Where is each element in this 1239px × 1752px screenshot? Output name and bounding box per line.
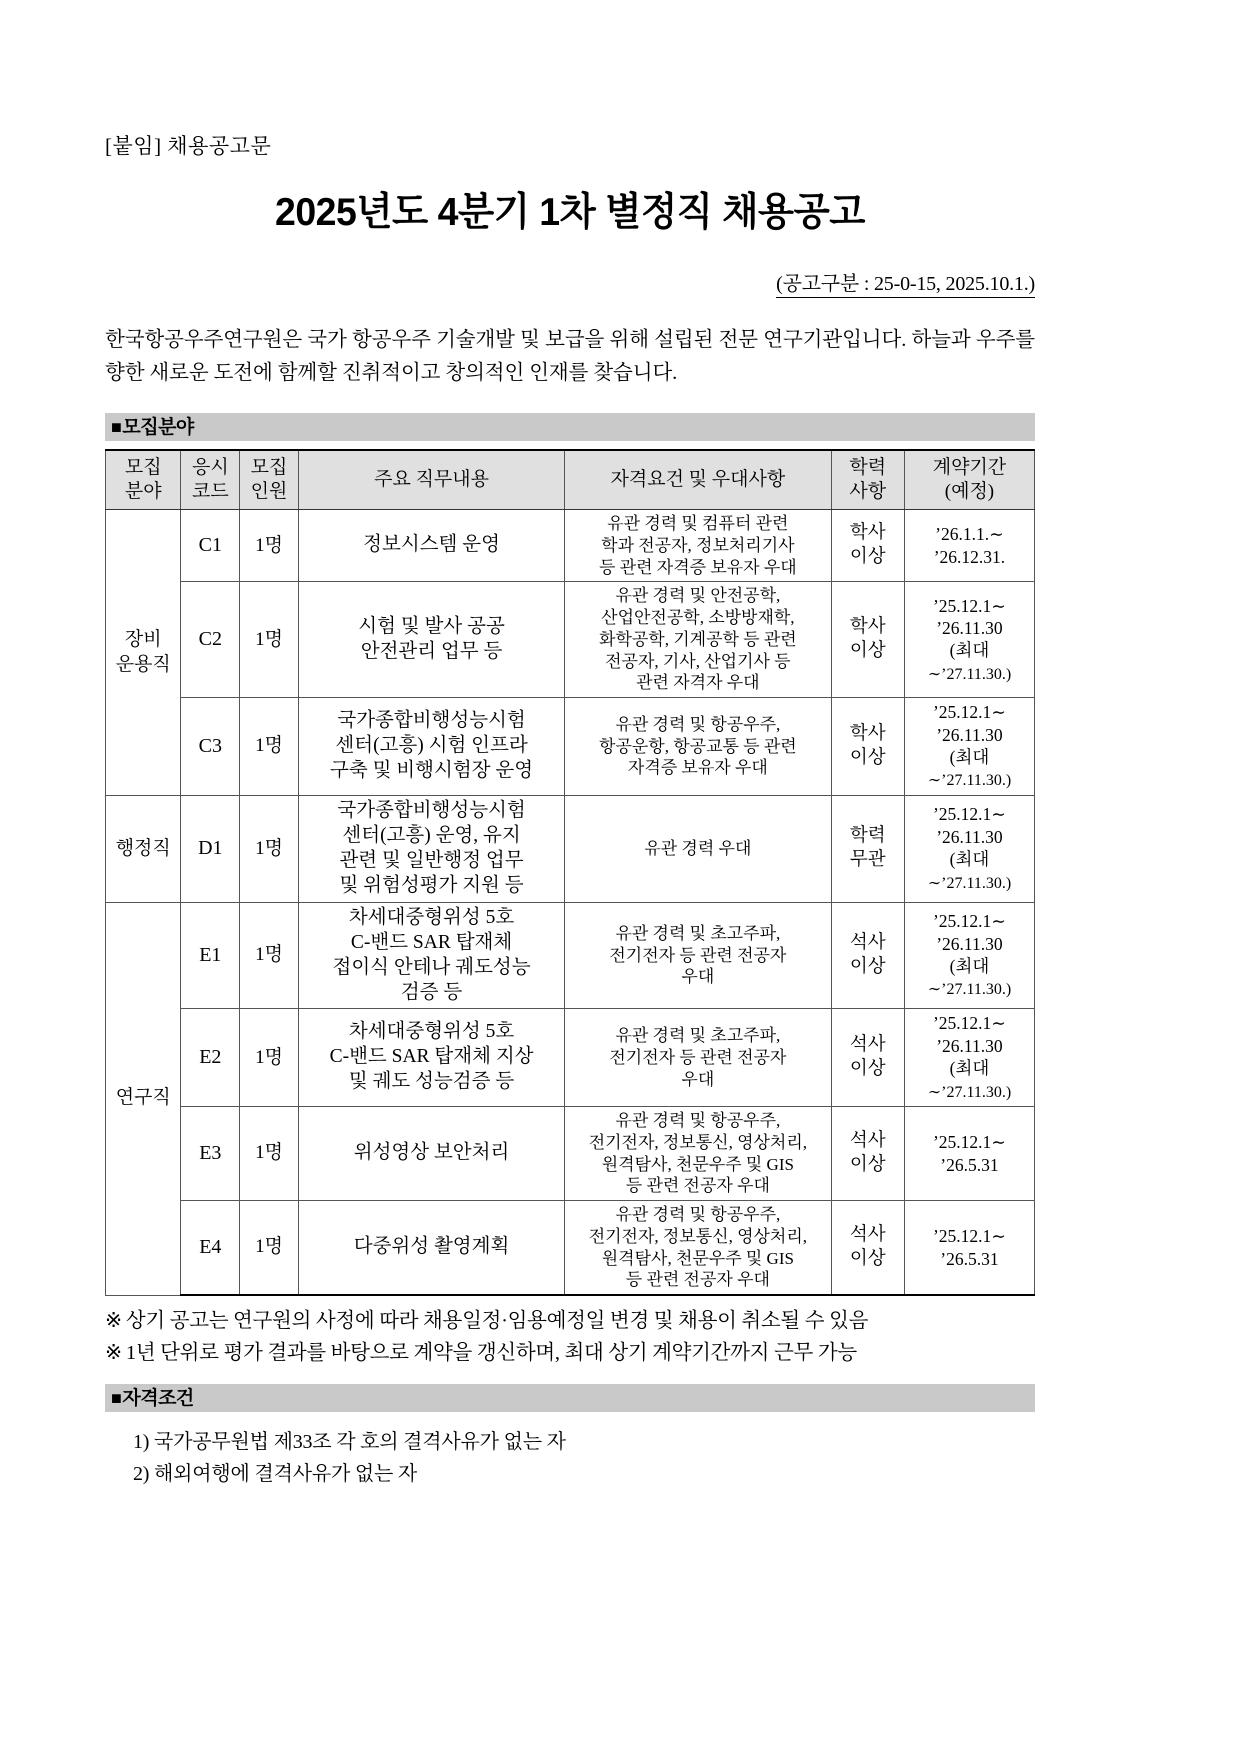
cell-qualification: 유관 경력 우대 — [565, 795, 831, 902]
cell-application-code: D1 — [181, 795, 240, 902]
column-header-code-line2: 코드 — [191, 480, 229, 502]
column-header-term-line2: (예정) — [944, 480, 995, 502]
table-row — [106, 1107, 1035, 1201]
column-header-term — [904, 450, 1034, 510]
column-header-duty: 주요 직무내용 — [298, 450, 564, 510]
cell-education: 석사 이상 — [831, 1107, 904, 1201]
note-text: 1년 단위로 평가 결과를 바탕으로 계약을 갱신하며, 최대 상기 계약기간까지 근무 가능 — [125, 1341, 857, 1364]
column-header-code-line1: 응시 — [191, 456, 229, 478]
cell-contract-term: ’25.12.1∼ ’26.11.30 (최대 ∼’27.11.30.) — [904, 795, 1034, 902]
column-header-term-line1: 계약기간 — [932, 456, 1007, 478]
cell-qualification: 유관 경력 및 안전공학, 산업안전공학, 소방방재학, 화학공학, 기계공학 등 관련 전공자, 기사, 산업기사 등 관련 자격자 우대 — [565, 582, 831, 698]
square-bullet-icon: ■ — [111, 416, 122, 437]
note-text: 상기 공고는 연구원의 사정에 따라 채용일정·임용예정일 변경 및 채용이 취소될 수 있음 — [125, 1310, 869, 1333]
table-row — [106, 1009, 1035, 1107]
cell-application-code: E3 — [181, 1107, 240, 1201]
column-header-field-line1: 모집 — [124, 456, 162, 478]
cell-education: 석사 이상 — [831, 1201, 904, 1296]
section-heading-recruit-fields-label: 모집분야 — [122, 416, 194, 438]
cell-field-group: 행정직 — [106, 795, 181, 902]
page-title: 2025년도 4분기 1차 별정직 채용공고 — [274, 191, 865, 235]
column-header-field — [106, 450, 181, 510]
column-header-count-line2: 인원 — [250, 480, 288, 502]
cell-qualification: 유관 경력 및 항공우주, 전기전자, 정보통신, 영상처리, 원격탐사, 천문우주 및 GIS 등 관련 전공자 우대 — [565, 1107, 831, 1201]
section-heading-recruit-fields — [105, 413, 1035, 441]
cell-duty: 차세대중형위성 5호 C-밴드 SAR 탑재체 지상 및 궤도 성능검증 등 — [298, 1009, 564, 1107]
cell-headcount: 1명 — [240, 1201, 299, 1296]
cell-headcount: 1명 — [240, 902, 299, 1009]
cell-contract-term: ’25.12.1∼ ’26.11.30 (최대 ∼’27.11.30.) — [904, 902, 1034, 1009]
cell-duty: 국가종합비행성능시험 센터(고흥) 시험 인프라 구축 및 비행시험장 운영 — [298, 698, 564, 796]
table-header — [106, 450, 1035, 510]
cell-education: 석사 이상 — [831, 902, 904, 1009]
cell-qualification: 유관 경력 및 초고주파, 전기전자 등 관련 전공자 우대 — [565, 902, 831, 1009]
note-line — [105, 1306, 1035, 1338]
table-row — [106, 1201, 1035, 1296]
table-header-row — [106, 450, 1035, 510]
cell-duty: 정보시스템 운영 — [298, 510, 564, 582]
attachment-label: [붙임] 채용공고문 — [105, 134, 272, 158]
cell-education: 학력 무관 — [831, 795, 904, 902]
table-row — [106, 902, 1035, 1009]
cell-contract-term: ’26.1.1.∼ ’26.12.31. — [904, 510, 1034, 582]
cell-headcount: 1명 — [240, 510, 299, 582]
cell-qualification: 유관 경력 및 항공우주, 항공운항, 항공교통 등 관련 자격증 보유자 우대 — [565, 698, 831, 796]
cell-duty: 다중위성 촬영계획 — [298, 1201, 564, 1296]
cell-field-group: 연구직 — [106, 902, 181, 1295]
cell-application-code: E1 — [181, 902, 240, 1009]
cell-contract-term: ’25.12.1∼ ’26.5.31 — [904, 1201, 1034, 1296]
table-row — [106, 582, 1035, 698]
cell-qualification: 유관 경력 및 컴퓨터 관련 학과 전공자, 정보처리기사 등 관련 자격증 보유자 우대 — [565, 510, 831, 582]
cell-education: 석사 이상 — [831, 1009, 904, 1107]
cell-headcount: 1명 — [240, 582, 299, 698]
cell-application-code: C3 — [181, 698, 240, 796]
column-header-qualification: 자격요건 및 우대사항 — [565, 450, 831, 510]
column-header-count — [240, 450, 299, 510]
cell-qualification: 유관 경력 및 초고주파, 전기전자 등 관련 전공자 우대 — [565, 1009, 831, 1107]
cell-application-code: E4 — [181, 1201, 240, 1296]
cell-duty: 차세대중형위성 5호 C-밴드 SAR 탑재체 접이식 안테나 궤도성능 검증 등 — [298, 902, 564, 1009]
cell-education: 학사 이상 — [831, 582, 904, 698]
cell-headcount: 1명 — [240, 795, 299, 902]
page-content — [105, 0, 1035, 1490]
cell-field-group: 장비 운용직 — [106, 510, 181, 796]
table-row — [106, 795, 1035, 902]
recruitment-table — [105, 449, 1035, 1297]
cell-duty: 위성영상 보안처리 — [298, 1107, 564, 1201]
column-header-education-line1: 학력 — [849, 456, 887, 478]
cell-application-code: C1 — [181, 510, 240, 582]
cell-headcount: 1명 — [240, 1009, 299, 1107]
notes-block — [105, 1306, 1035, 1370]
table-body — [106, 510, 1035, 1295]
cell-duty: 국가종합비행성능시험 센터(고흥) 운영, 유지 관련 및 일반행정 업무 및 위험성평가 지원 등 — [298, 795, 564, 902]
note-mark-icon: ※ — [105, 1310, 122, 1333]
cell-education: 학사 이상 — [831, 510, 904, 582]
column-header-field-line2: 분야 — [124, 480, 162, 502]
table-row — [106, 510, 1035, 582]
notice-code: (공고구분 : 25-0-15, 2025.10.1.) — [776, 267, 1035, 298]
column-header-count-line1: 모집 — [250, 456, 288, 478]
column-header-code — [181, 450, 240, 510]
cell-education: 학사 이상 — [831, 698, 904, 796]
cell-contract-term: ’25.12.1∼ ’26.11.30 (최대 ∼’27.11.30.) — [904, 1009, 1034, 1107]
qualification-item: 1) 국가공무원법 제33조 각 호의 결격사유가 없는 자 — [133, 1430, 566, 1453]
cell-qualification: 유관 경력 및 항공우주, 전기전자, 정보통신, 영상처리, 원격탐사, 천문우주 및 GIS 등 관련 전공자 우대 — [565, 1201, 831, 1296]
table-row — [106, 698, 1035, 796]
intro-paragraph: 한국항공우주연구원은 국가 항공우주 기술개발 및 보급을 위해 설립된 전문 연구기관입니다. 하늘과 우주를 향한 새로운 도전에 함께할 진취적이고 창의적인 인재를 찾습니다. — [105, 329, 1035, 385]
cell-contract-term: ’25.12.1∼ ’26.11.30 (최대 ∼’27.11.30.) — [904, 582, 1034, 698]
column-header-education-line2: 사항 — [849, 480, 887, 502]
cell-contract-term: ’25.12.1∼ ’26.5.31 — [904, 1107, 1034, 1201]
cell-application-code: C2 — [181, 582, 240, 698]
square-bullet-icon: ■ — [111, 1387, 122, 1408]
cell-duty: 시험 및 발사 공공 안전관리 업무 등 — [298, 582, 564, 698]
cell-application-code: E2 — [181, 1009, 240, 1107]
note-mark-icon: ※ — [105, 1341, 122, 1364]
cell-headcount: 1명 — [240, 698, 299, 796]
cell-contract-term: ’25.12.1∼ ’26.11.30 (최대 ∼’27.11.30.) — [904, 698, 1034, 796]
section-heading-qualifications — [105, 1384, 1035, 1412]
column-header-education — [831, 450, 904, 510]
qualification-item: 2) 해외여행에 결격사유가 없는 자 — [133, 1463, 418, 1486]
notice-code-container — [105, 267, 1035, 298]
cell-headcount: 1명 — [240, 1107, 299, 1201]
qualification-list — [105, 1426, 1035, 1491]
note-line — [105, 1338, 1035, 1370]
section-heading-qualifications-label: 자격조건 — [122, 1387, 194, 1409]
